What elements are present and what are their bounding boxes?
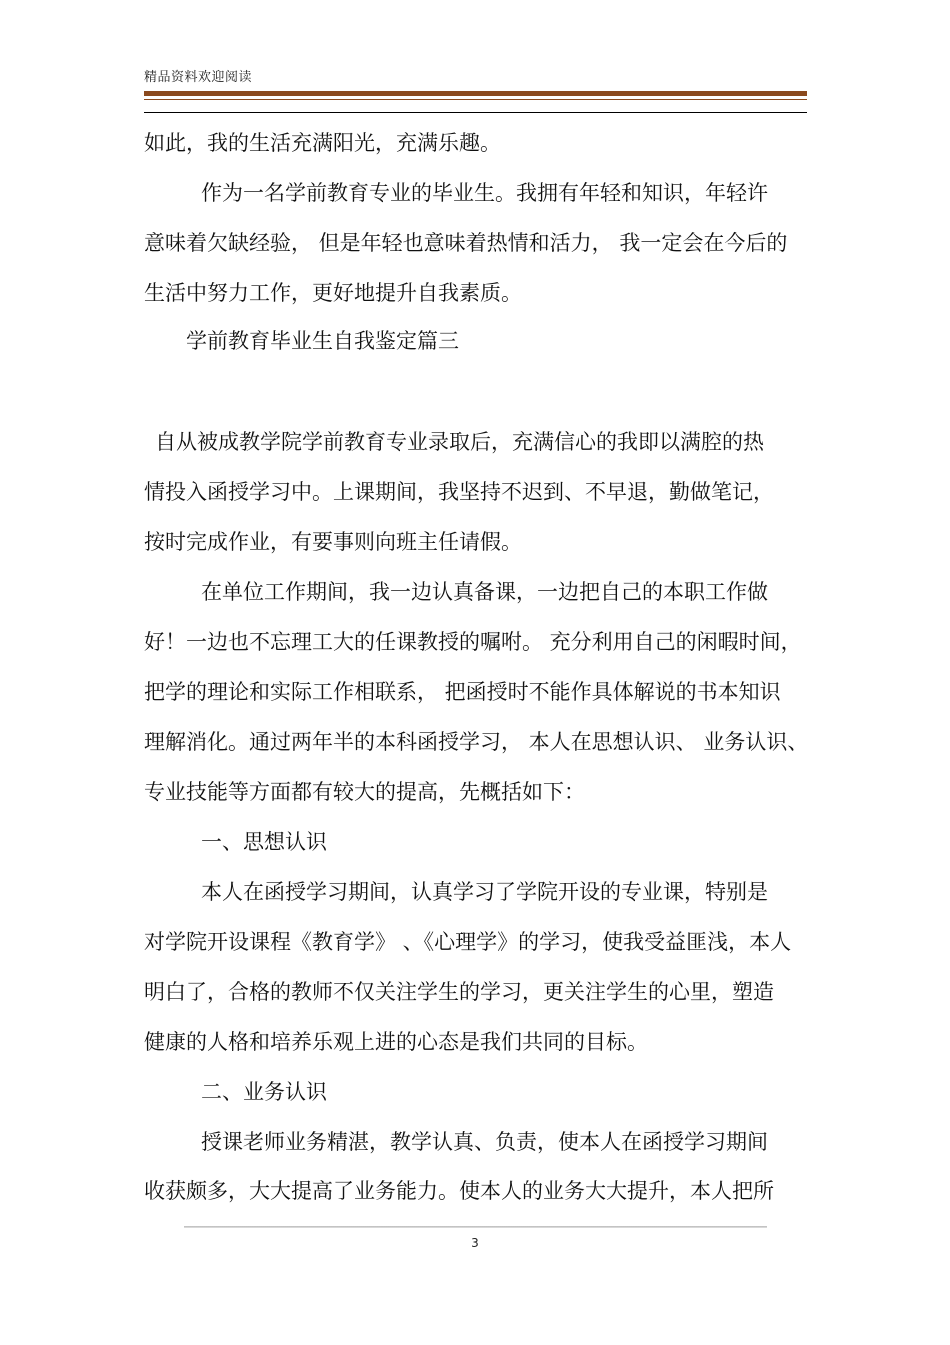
body-line: 如此，我的生活充满阳光，充满乐趣。: [144, 131, 501, 155]
subsection-heading: 一、思想认识: [201, 830, 327, 854]
body-line: 理解消化。通过两年半的本科函授学习， 本人在思想认识、 业务认识、: [144, 730, 809, 754]
body-line: 生活中努力工作，更好地提升自我素质。: [144, 281, 522, 305]
body-line: 健康的人格和培养乐观上进的心态是我们共同的目标。: [144, 1030, 648, 1054]
header-rule-black: [144, 112, 807, 113]
body-line: 在单位工作期间，我一边认真备课，一边把自己的本职工作做: [201, 580, 768, 604]
body-line: 授课老师业务精湛，教学认真、负责，使本人在函授学习期间: [201, 1130, 768, 1154]
header-rule-thin: [144, 99, 807, 100]
body-line: 收获颇多，大大提高了业务能力。使本人的业务大大提升，本人把所: [144, 1179, 774, 1203]
body-line: 专业技能等方面都有较大的提高，先概括如下：: [144, 780, 585, 804]
body-line: 按时完成作业，有要事则向班主任请假。: [144, 530, 522, 554]
body-line: 对学院开设课程《教育学》 、《心理学》的学习，使我受益匪浅，本人: [144, 930, 792, 954]
body-line: 自从被成教学院学前教育专业录取后，充满信心的我即以满腔的热: [155, 430, 764, 454]
subsection-heading: 二、业务认识: [201, 1080, 327, 1104]
body-line: 意味着欠缺经验， 但是年轻也意味着热情和活力， 我一定会在今后的: [144, 231, 788, 255]
header-rule-thick: [144, 91, 807, 96]
page-number: 3: [471, 1236, 479, 1250]
header-text: 精品资料欢迎阅读: [144, 70, 253, 85]
footer-rule: [184, 1226, 767, 1228]
body-line: 本人在函授学习期间，认真学习了学院开设的专业课，特别是: [201, 880, 768, 904]
section-heading: 学前教育毕业生自我鉴定篇三: [186, 329, 459, 353]
body-line: 把学的理论和实际工作相联系， 把函授时不能作具体解说的书本知识: [144, 680, 781, 704]
body-line: 明白了，合格的教师不仅关注学生的学习，更关注学生的心里，塑造: [144, 980, 774, 1004]
body-line: 好！一边也不忘理工大的任课教授的嘱咐。 充分利用自己的闲暇时间，: [144, 630, 802, 654]
body-line: 作为一名学前教育专业的毕业生。我拥有年轻和知识，年轻许: [201, 181, 768, 205]
body-line: 情投入函授学习中。上课期间，我坚持不迟到、不早退，勤做笔记，: [144, 480, 774, 504]
